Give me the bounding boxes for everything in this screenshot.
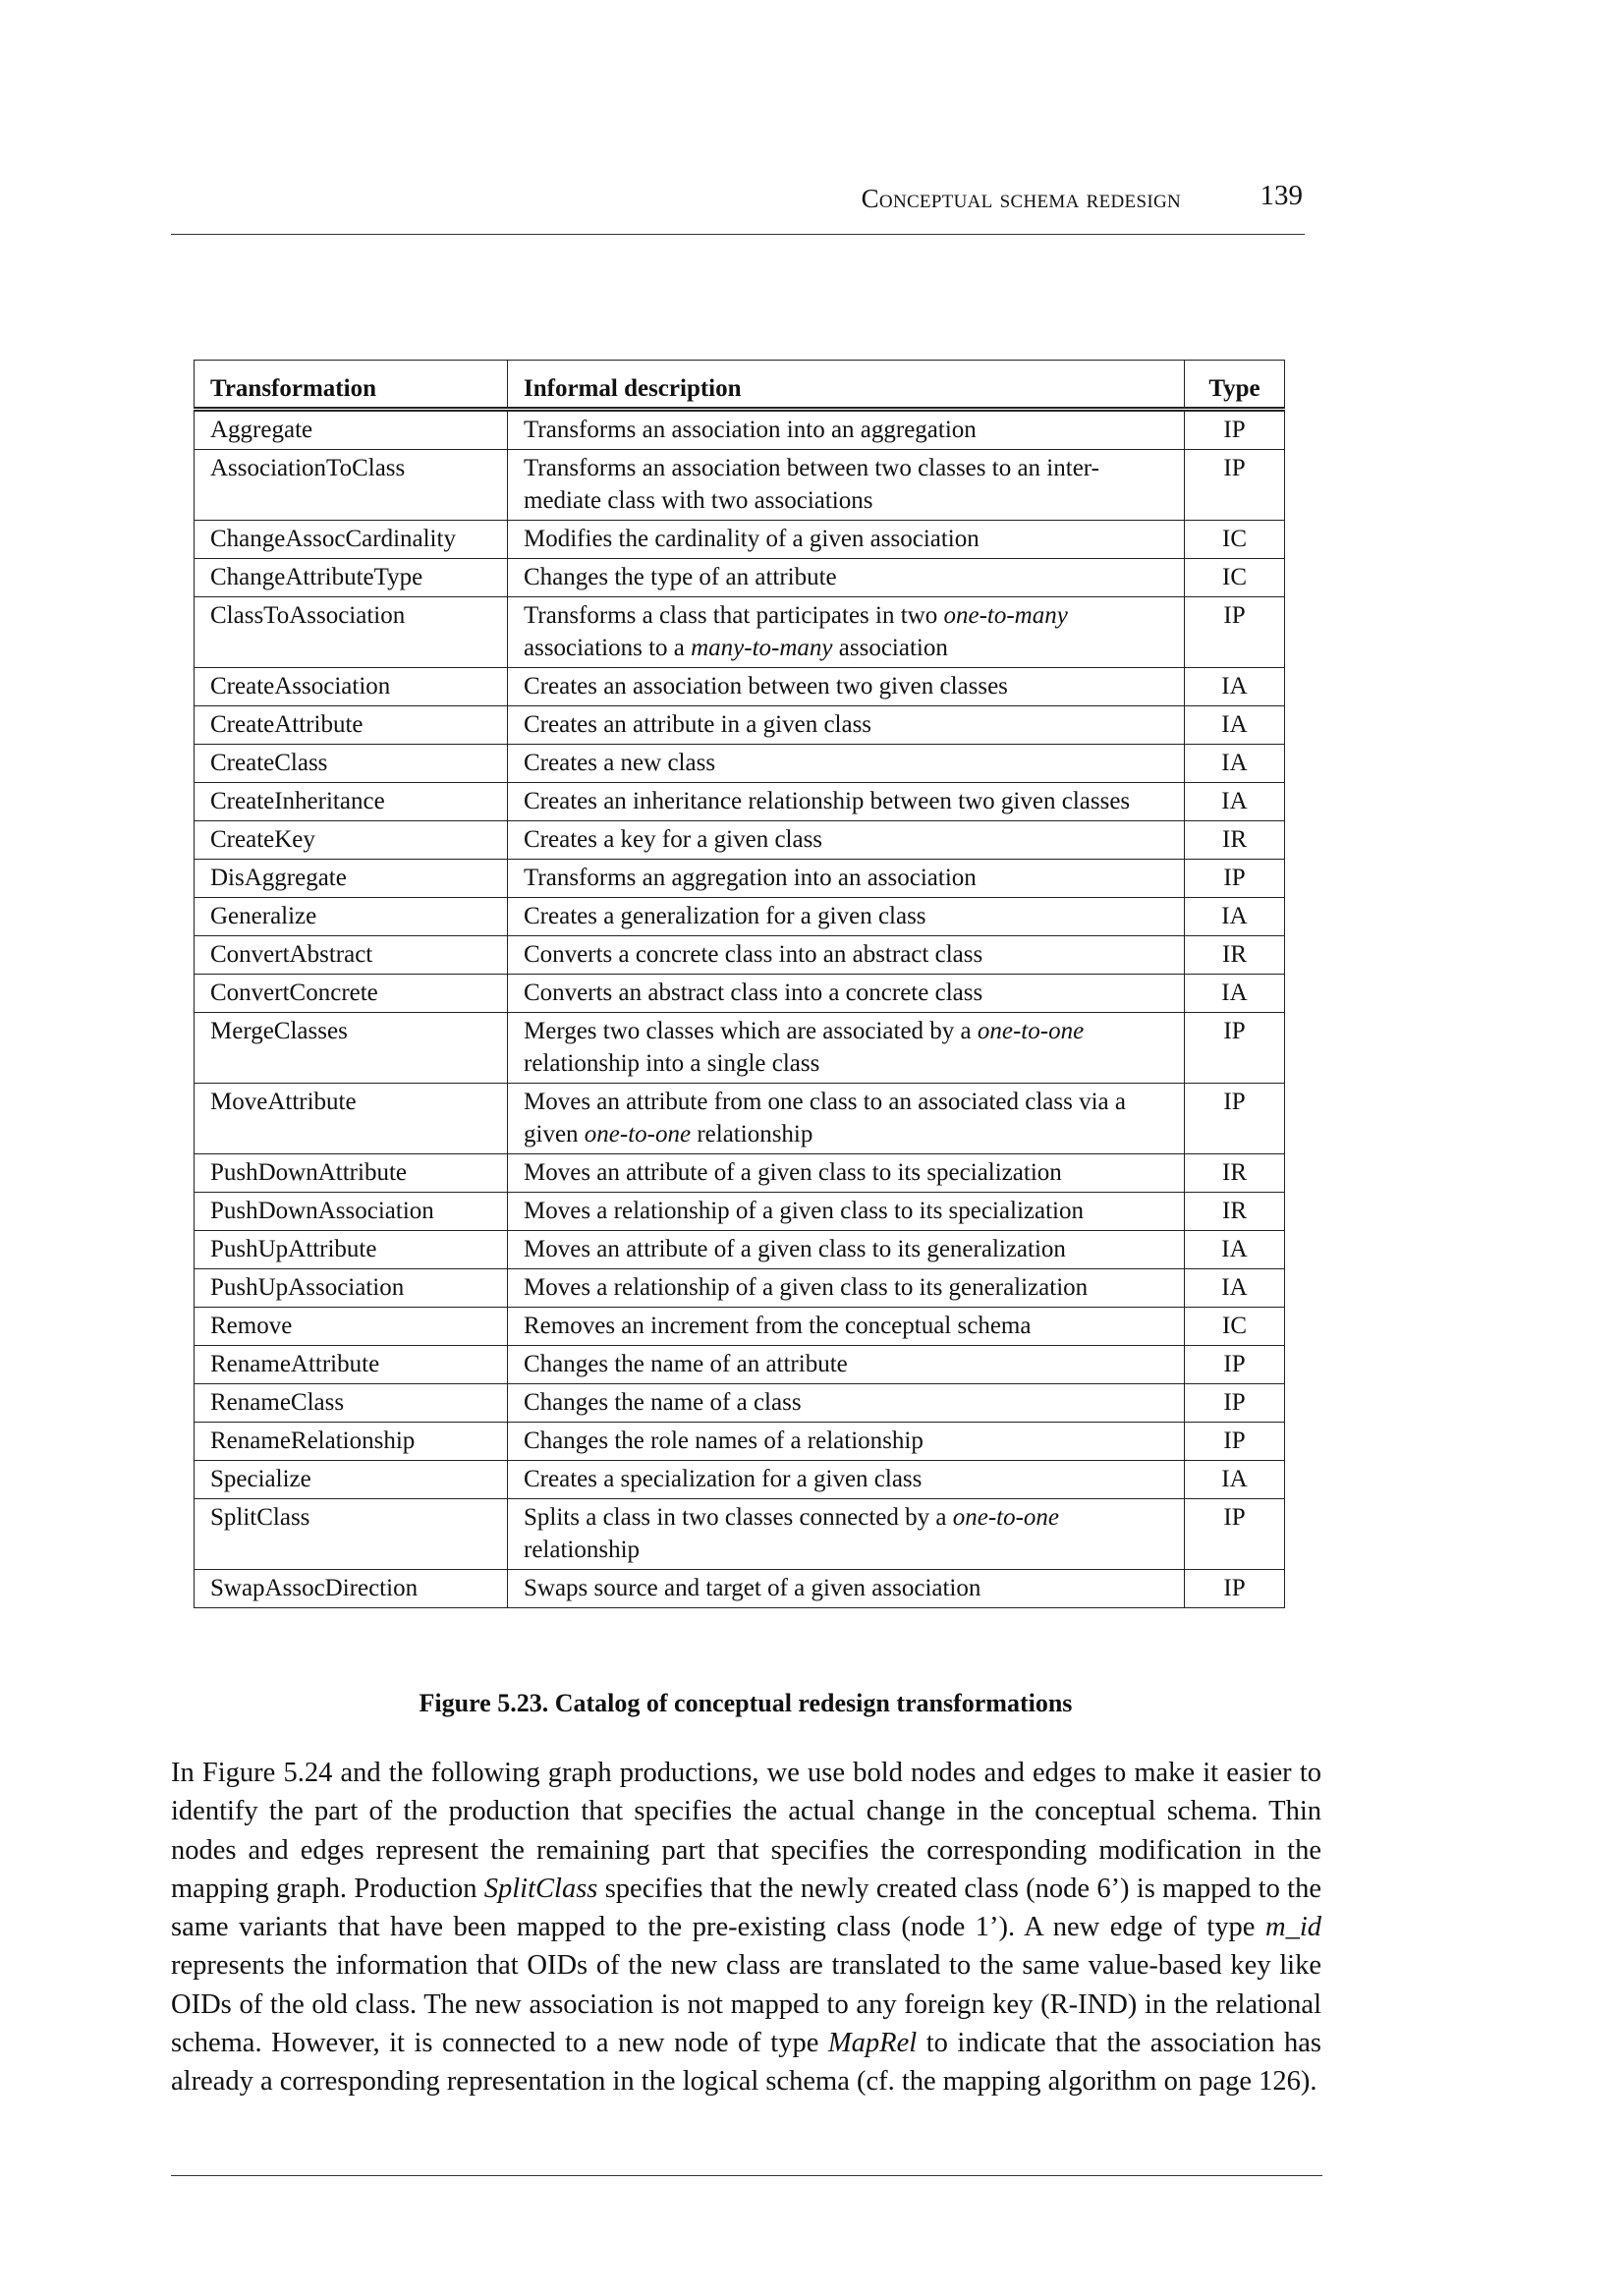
- transformation-type: IC: [1185, 521, 1285, 559]
- transformation-name: Specialize: [195, 1461, 508, 1499]
- table-row: [195, 559, 1285, 597]
- transformation-type: IP: [1185, 410, 1285, 450]
- description-text: relationship: [691, 1121, 813, 1148]
- transformation-name: ChangeAssocCardinality: [195, 521, 508, 559]
- table-row: [195, 1084, 1285, 1154]
- column-header-transformation: Transformation: [195, 361, 508, 410]
- table-row: [195, 783, 1285, 821]
- table-row: [195, 668, 1285, 706]
- transformation-name: AssociationToClass: [195, 450, 508, 521]
- transformation-description: Changes the type of an attribute: [508, 559, 1185, 597]
- transformation-description: Creates a specialization for a given class: [508, 1461, 1185, 1499]
- table-row: [195, 450, 1285, 521]
- transformation-name: RenameRelationship: [195, 1423, 508, 1461]
- table-header-row: [195, 361, 1285, 410]
- transformation-description: Changes the name of a class: [508, 1384, 1185, 1423]
- transformation-name: MergeClasses: [195, 1013, 508, 1084]
- transformation-type: IR: [1185, 1193, 1285, 1231]
- transformation-description: Swaps source and target of a given association: [508, 1570, 1185, 1608]
- transformation-type: IC: [1185, 559, 1285, 597]
- table-row: [195, 410, 1285, 450]
- description-text: relationship: [524, 1537, 641, 1563]
- transformation-name: Generalize: [195, 898, 508, 936]
- paragraph-emphasis: MapRel: [827, 2028, 918, 2059]
- table-row: [195, 1499, 1285, 1570]
- description-emphasis: one-to-one: [977, 1018, 1085, 1044]
- table-row: [195, 1570, 1285, 1608]
- table-row: [195, 521, 1285, 559]
- transformation-name: RenameAttribute: [195, 1346, 508, 1384]
- table-row: [195, 821, 1285, 860]
- paragraph-emphasis: SplitClass: [483, 1873, 598, 1904]
- table-row: [195, 1308, 1285, 1346]
- table-row: [195, 936, 1285, 975]
- transformation-description: Modifies the cardinality of a given association: [508, 521, 1185, 559]
- description-text: Moves an attribute from one class to an associated class via a given: [524, 1089, 1127, 1148]
- description-text: association: [832, 635, 948, 661]
- transformation-type: IA: [1185, 783, 1285, 821]
- transformation-name: ConvertConcrete: [195, 975, 508, 1013]
- table-row: [195, 706, 1285, 745]
- transformation-name: CreateInheritance: [195, 783, 508, 821]
- transformation-description: Converts a concrete class into an abstract class: [508, 936, 1185, 975]
- transformation-name: Remove: [195, 1308, 508, 1346]
- table-row: [195, 1154, 1285, 1193]
- transformation-type: IR: [1185, 1154, 1285, 1193]
- description-text: relationship into a single class: [524, 1050, 820, 1077]
- table-row: [195, 1193, 1285, 1231]
- transformation-description: Changes the name of an attribute: [508, 1346, 1185, 1384]
- table-body: [195, 410, 1285, 1608]
- description-emphasis: one-to-one: [952, 1504, 1060, 1531]
- catalog-table: [194, 360, 1285, 1608]
- footer-rule: [171, 2175, 1322, 2176]
- transformation-type: IA: [1185, 745, 1285, 783]
- description-emphasis: one-to-many: [943, 602, 1068, 629]
- column-header-description: Informal description: [508, 361, 1185, 410]
- column-header-type: Type: [1185, 361, 1285, 410]
- running-title: Conceptual schema redesign: [861, 184, 1181, 213]
- transformation-type: IP: [1185, 450, 1285, 521]
- description-text: Merges two classes which are associated by a: [524, 1018, 978, 1044]
- transformation-description: Changes the role names of a relationship: [508, 1423, 1185, 1461]
- transformation-type: IP: [1185, 1423, 1285, 1461]
- table-row: [195, 898, 1285, 936]
- transformation-description: Removes an increment from the conceptual schema: [508, 1308, 1185, 1346]
- transformation-name: DisAggregate: [195, 860, 508, 898]
- transformation-description: [508, 1499, 1185, 1570]
- description-emphasis: many-to-many: [691, 635, 833, 661]
- transformation-description: Creates a generalization for a given class: [508, 898, 1185, 936]
- table-row: [195, 1423, 1285, 1461]
- transformation-type: IP: [1185, 1384, 1285, 1423]
- transformation-type: IP: [1185, 1570, 1285, 1608]
- transformation-description: Creates an inheritance relationship between two given classes: [508, 783, 1185, 821]
- paragraph-text: specifies that the newly created class (node 6’) is mapped to the same variants that have been mapped to the pre-existing class (node 1’). A new edge of type: [171, 1873, 1321, 1943]
- transformation-name: PushDownAttribute: [195, 1154, 508, 1193]
- running-head: [171, 180, 1305, 217]
- paragraph-text: represents the information that OIDs of the new class are translated to the same value-based key like OIDs of the old class. The new association is not mapped to any foreign key (R-IND) in the relational schema. However, it is connected to a new node of type: [171, 1950, 1321, 2059]
- transformation-description: [508, 597, 1185, 668]
- transformation-type: IP: [1185, 1084, 1285, 1154]
- transformation-type: IA: [1185, 706, 1285, 745]
- transformation-name: RenameClass: [195, 1384, 508, 1423]
- transformation-name: PushUpAttribute: [195, 1231, 508, 1269]
- page-number: 139: [1260, 180, 1303, 211]
- transformation-description: Transforms an association into an aggregation: [508, 410, 1185, 450]
- transformation-name: CreateAttribute: [195, 706, 508, 745]
- transformation-type: IA: [1185, 1269, 1285, 1308]
- transformation-type: IA: [1185, 668, 1285, 706]
- table-row: [195, 975, 1285, 1013]
- paragraph-text: In Figure 5.24 and the following graph productions, we use bold nodes and edges to make it easier to identify the part of the production that specifies the actual change in the conceptual schema. Thin nodes and edges represent the remaining part that specifies the corresponding modification in the mapping graph. Production: [171, 1758, 1321, 1904]
- description-emphasis: one-to-one: [584, 1121, 692, 1148]
- transformation-description: Moves a relationship of a given class to its specialization: [508, 1193, 1185, 1231]
- transformation-type: IA: [1185, 1461, 1285, 1499]
- transformation-type: IP: [1185, 597, 1285, 668]
- transformation-name: CreateClass: [195, 745, 508, 783]
- figure-caption: Figure 5.23. Catalog of conceptual redesign transformations: [419, 1689, 1073, 1717]
- description-text: associations to a: [524, 635, 692, 661]
- body-paragraph: [171, 1754, 1321, 2101]
- paragraph-text: to indicate that the association has already a corresponding representation in the logical schema (cf. the mapping algorithm on page 126).: [171, 2028, 1321, 2098]
- transformation-name: PushDownAssociation: [195, 1193, 508, 1231]
- transformation-name: ConvertAbstract: [195, 936, 508, 975]
- transformation-type: IP: [1185, 1013, 1285, 1084]
- transformation-description: Transforms an aggregation into an association: [508, 860, 1185, 898]
- table-row: [195, 597, 1285, 668]
- catalog-table-container: [194, 360, 1284, 1608]
- transformation-name: MoveAttribute: [195, 1084, 508, 1154]
- transformation-description: Moves an attribute of a given class to its specialization: [508, 1154, 1185, 1193]
- transformation-description: Creates a new class: [508, 745, 1185, 783]
- transformation-name: SwapAssocDirection: [195, 1570, 508, 1608]
- transformation-type: IP: [1185, 1499, 1285, 1570]
- paragraph-emphasis: m_id: [1265, 1912, 1321, 1943]
- transformation-description: Moves an attribute of a given class to its generalization: [508, 1231, 1185, 1269]
- transformation-type: IC: [1185, 1308, 1285, 1346]
- transformation-type: IP: [1185, 860, 1285, 898]
- transformation-type: IR: [1185, 936, 1285, 975]
- transformation-type: IA: [1185, 1231, 1285, 1269]
- table-row: [195, 1269, 1285, 1308]
- transformation-description: Creates a key for a given class: [508, 821, 1185, 860]
- transformation-name: SplitClass: [195, 1499, 508, 1570]
- transformation-description: Moves a relationship of a given class to its generalization: [508, 1269, 1185, 1308]
- transformation-description: [508, 1084, 1185, 1154]
- transformation-description: Converts an abstract class into a concrete class: [508, 975, 1185, 1013]
- transformation-type: IA: [1185, 898, 1285, 936]
- table-row: [195, 1013, 1285, 1084]
- transformation-name: Aggregate: [195, 410, 508, 450]
- transformation-type: IA: [1185, 975, 1285, 1013]
- transformation-description: [508, 1013, 1185, 1084]
- transformation-description: Creates an association between two given classes: [508, 668, 1185, 706]
- description-text: Splits a class in two classes connected by a: [524, 1504, 953, 1531]
- transformation-name: CreateKey: [195, 821, 508, 860]
- transformation-name: PushUpAssociation: [195, 1269, 508, 1308]
- table-row: [195, 1231, 1285, 1269]
- table-row: [195, 745, 1285, 783]
- header-rule: [171, 234, 1305, 235]
- transformation-name: ChangeAttributeType: [195, 559, 508, 597]
- table-row: [195, 1384, 1285, 1423]
- transformation-name: ClassToAssociation: [195, 597, 508, 668]
- transformation-description: Transforms an association between two classes to an inter-mediate class with two associations: [508, 450, 1185, 521]
- transformation-description: Creates an attribute in a given class: [508, 706, 1185, 745]
- description-text: Transforms a class that participates in two: [524, 602, 944, 629]
- transformation-type: IP: [1185, 1346, 1285, 1384]
- table-row: [195, 860, 1285, 898]
- transformation-type: IR: [1185, 821, 1285, 860]
- table-row: [195, 1346, 1285, 1384]
- transformation-name: CreateAssociation: [195, 668, 508, 706]
- table-row: [195, 1461, 1285, 1499]
